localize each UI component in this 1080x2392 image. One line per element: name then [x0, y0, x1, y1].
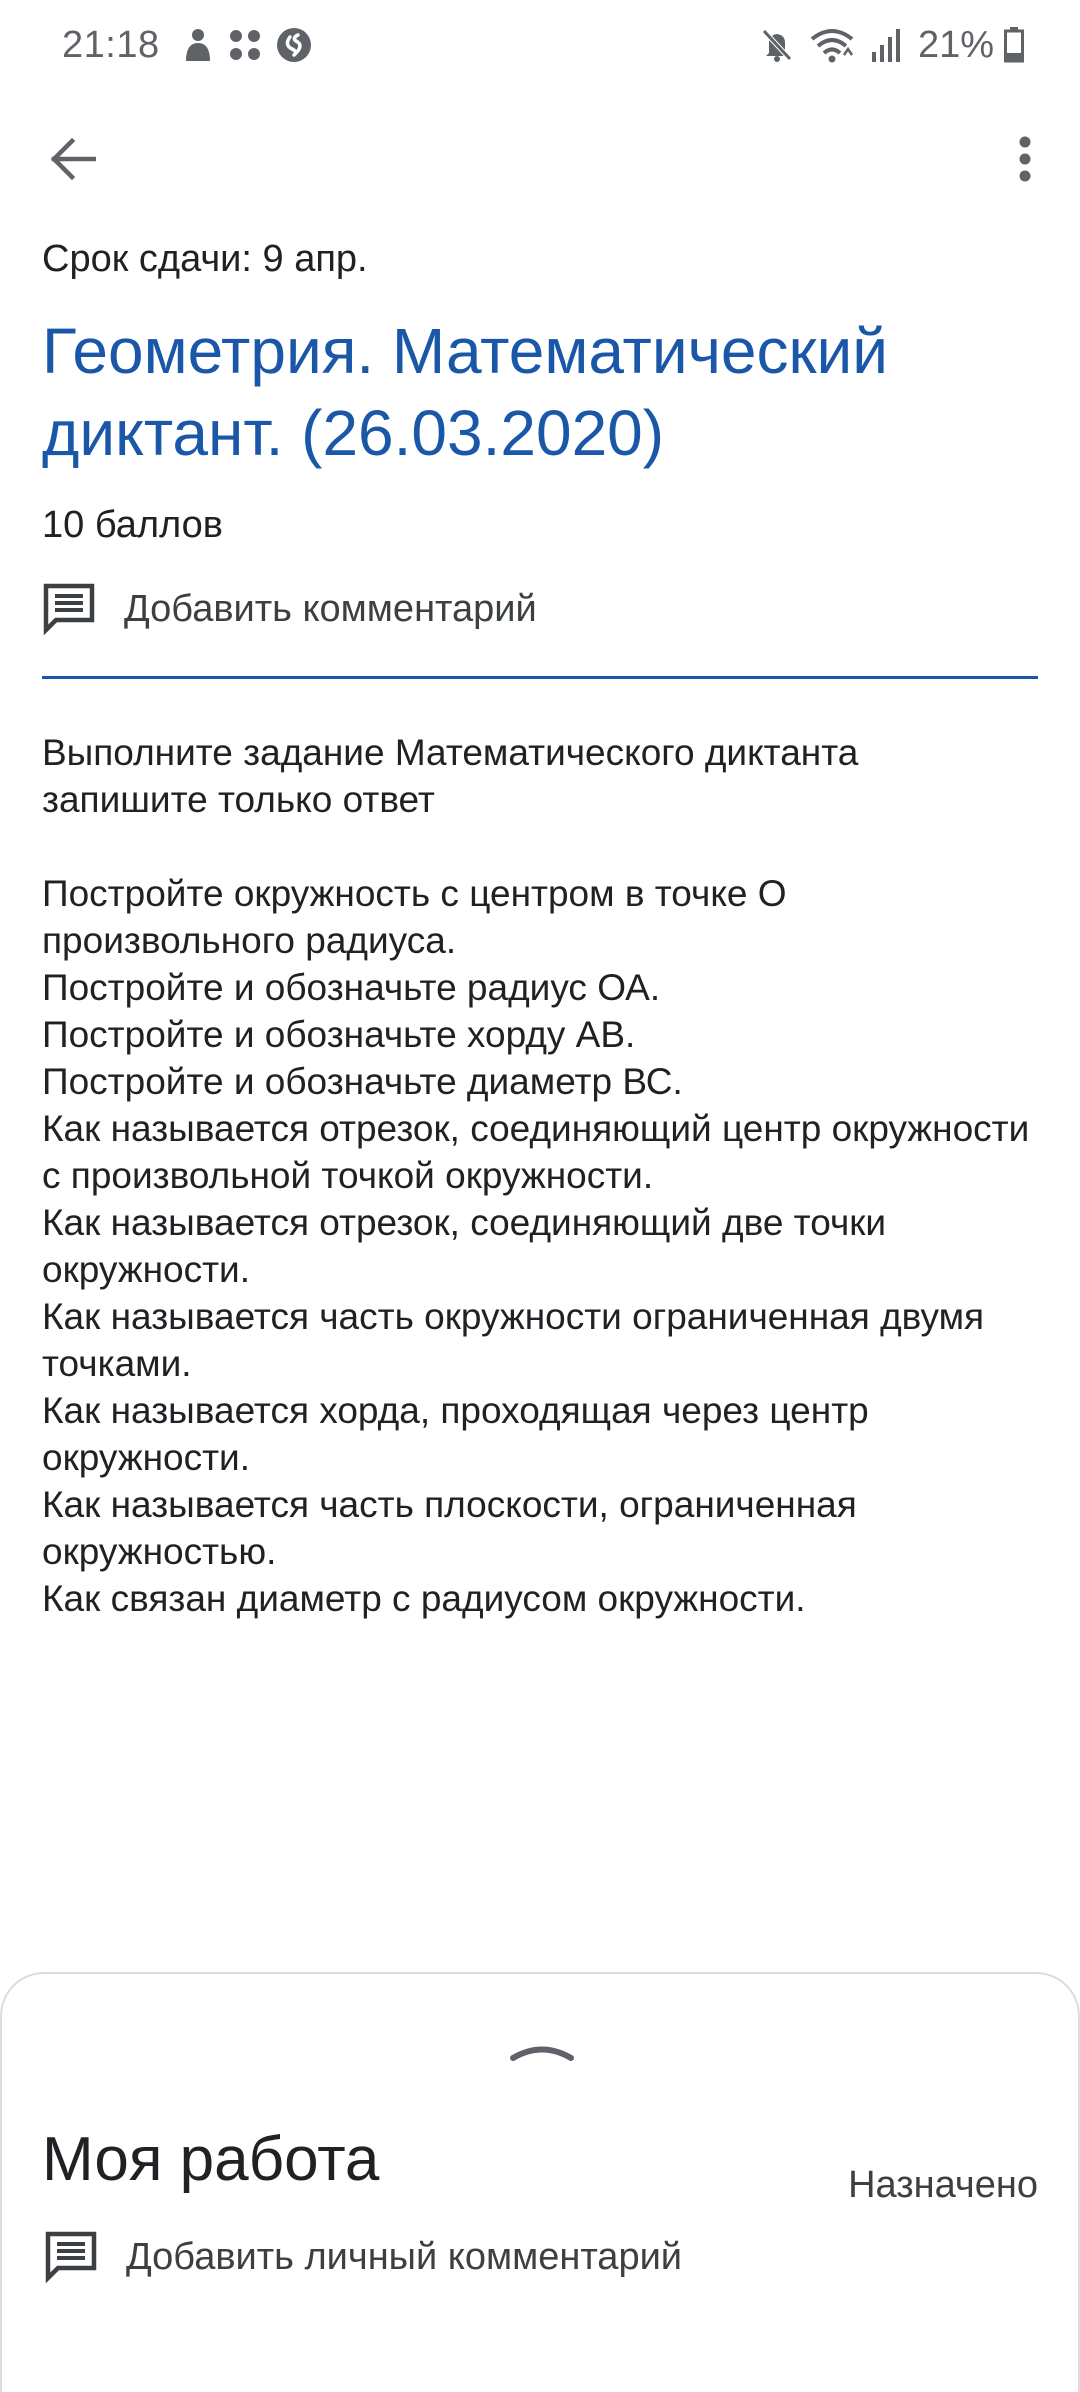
expand-sheet-handle[interactable]	[507, 2036, 577, 2066]
description-task-line: Как связан диаметр с радиусом окружности.	[42, 1578, 806, 1619]
due-date: Срок сдачи: 9 апр.	[42, 238, 368, 280]
description-task-line: Как называется хорда, проходящая через центр окружности.	[42, 1390, 869, 1478]
assignment-details	[42, 228, 1038, 1622]
status-right	[760, 24, 1040, 67]
add-class-comment-button[interactable]	[42, 576, 1038, 642]
status-time: 21:18	[62, 23, 160, 66]
my-work-title: Моя работа	[42, 2125, 380, 2194]
chevron-up-icon	[509, 2039, 575, 2063]
work-status: Назначено	[848, 2164, 1038, 2206]
points: 10 баллов	[42, 504, 223, 546]
apps-icon	[228, 28, 262, 62]
description-spacer	[42, 823, 1038, 870]
comment-icon	[42, 582, 96, 636]
mute-icon	[760, 27, 794, 63]
comment-icon	[44, 2230, 98, 2284]
description-task-line: Постройте окружность с центром в точке О произвольного радиуса.	[42, 873, 787, 961]
assignment-title: Геометрия. Математический диктант. (26.03.2020)	[42, 315, 888, 469]
description-task-line: Постройте и обозначьте хорду АВ.	[42, 1014, 636, 1055]
battery-percentage: 21%	[917, 23, 994, 66]
add-private-comment-button[interactable]	[44, 2224, 682, 2290]
description-task-line: Как называется отрезок, соединяющий центр окружности с произвольной точкой окружности.	[42, 1108, 1030, 1196]
add-private-comment-label: Добавить личный комментарий	[126, 2235, 683, 2278]
wifi-icon	[810, 27, 854, 63]
description-intro-line: Выполните задание Математического диктанта	[42, 732, 859, 773]
divider	[42, 676, 1038, 679]
status-left	[62, 24, 326, 67]
my-work-sheet[interactable]	[0, 1972, 1080, 2392]
status-bar	[0, 0, 1080, 90]
description-task-line: Постройте и обозначьте диаметр ВС.	[42, 1061, 683, 1102]
more-options-button[interactable]	[992, 126, 1058, 192]
description-task-line: Как называется часть плоскости, ограниченная окружностью.	[42, 1484, 857, 1572]
description-task-line: Постройте и обозначьте радиус ОА.	[42, 967, 661, 1008]
description-intro-line: запишите только ответ	[42, 779, 435, 820]
back-button[interactable]	[40, 126, 106, 192]
description-task-line: Как называется часть окружности ограниченная двумя точками.	[42, 1296, 985, 1384]
assistant-icon	[182, 27, 214, 63]
app-bar	[0, 110, 1080, 200]
signal-icon	[870, 28, 902, 62]
arrow-back-icon	[50, 138, 96, 180]
battery-icon	[1004, 27, 1024, 63]
description-task-line: Как называется отрезок, соединяющий две точки окружности.	[42, 1202, 887, 1290]
add-comment-label: Добавить комментарий	[124, 587, 537, 630]
more-vert-icon	[1018, 136, 1032, 182]
shazam-icon	[276, 27, 312, 63]
assignment-description	[42, 729, 1038, 1622]
